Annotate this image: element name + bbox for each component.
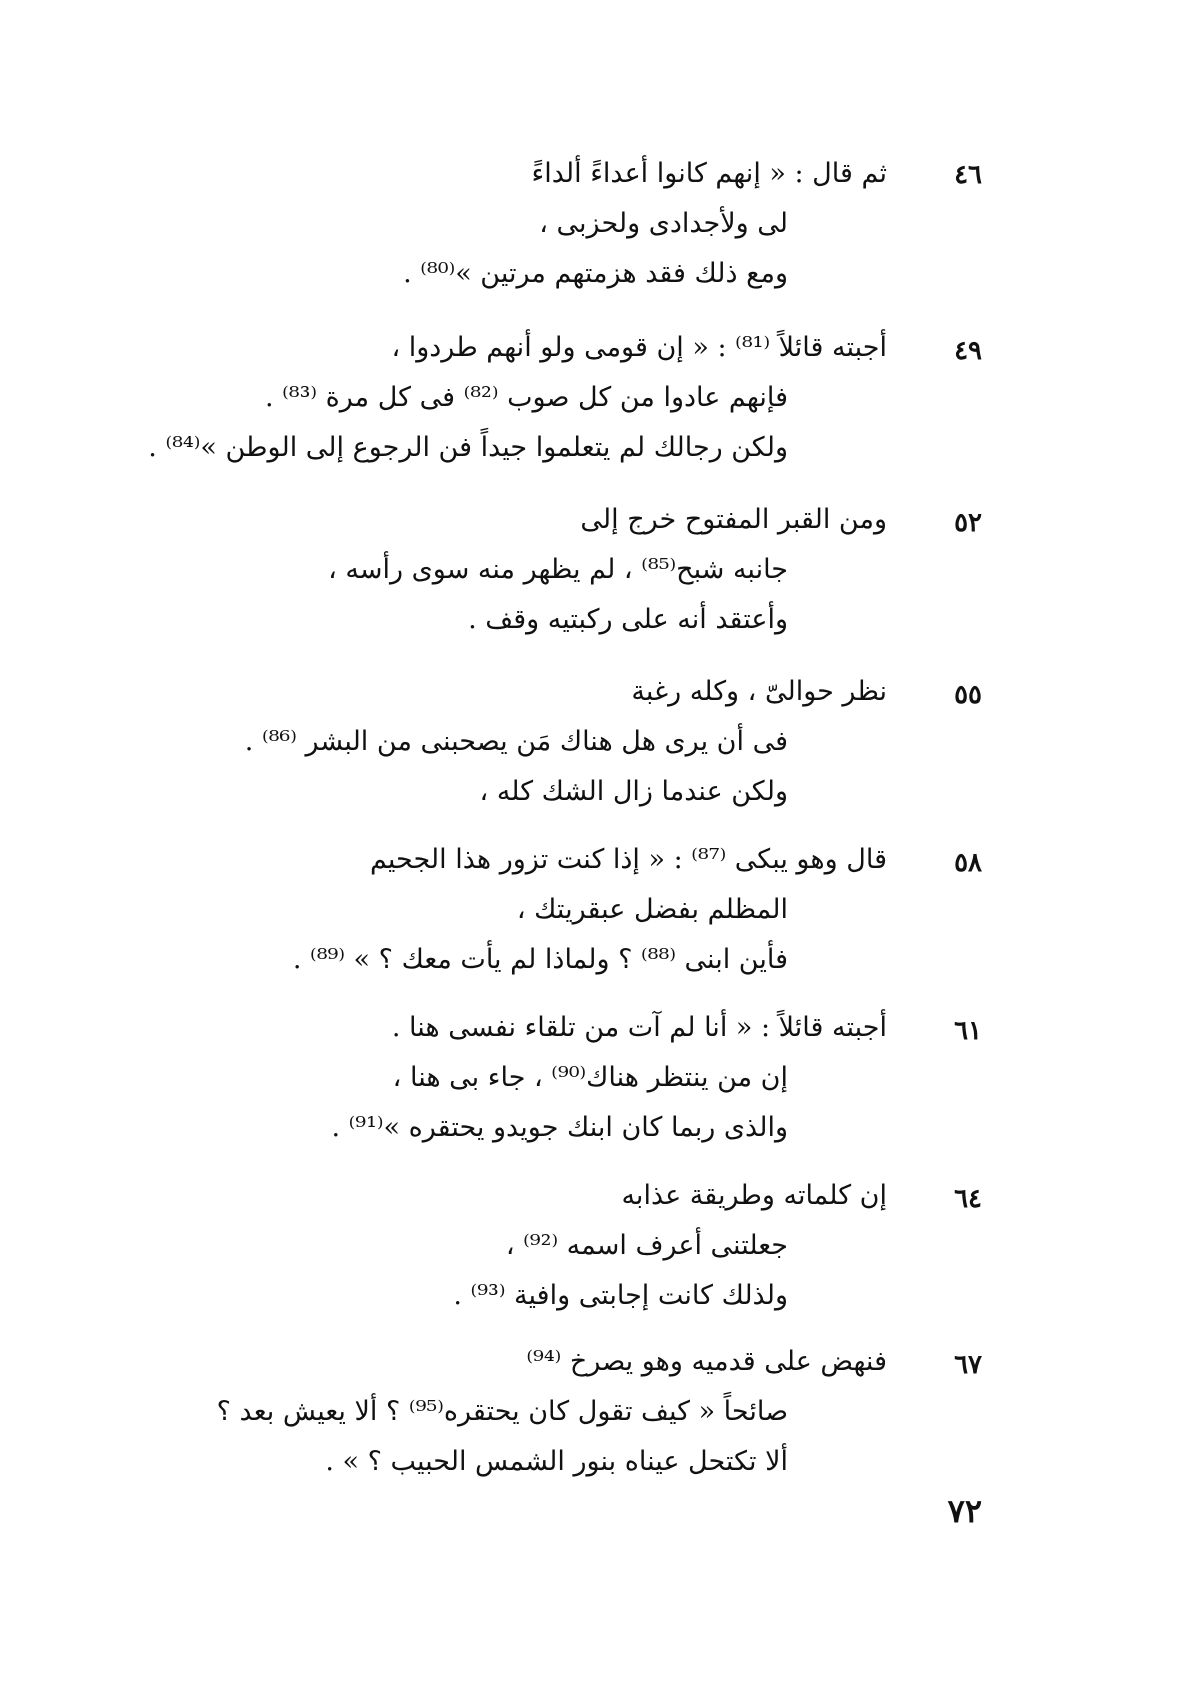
verse-line: إن من ينتظر هناك⁽⁹⁰⁾ ، جاء بى هنا ، [392, 1062, 788, 1093]
verse-line: ولكن عندما زال الشك كله ، [479, 776, 788, 807]
verse-number: ٦٤ [954, 1184, 982, 1214]
verse-line: ومع ذلك فقد هزمتهم مرتين »⁽⁸⁰⁾ . [403, 258, 788, 289]
verse-number: ٤٩ [954, 336, 982, 366]
verse-line: ثم قال : « إنهم كانوا أعداءً ألداءً [531, 158, 887, 189]
verse-line: جعلتنى أعرف اسمه ⁽⁹²⁾ ، [505, 1230, 788, 1261]
verse-line: صائحاً « كيف تقول كان يحتقره⁽⁹⁵⁾ ؟ ألا يعيش بعد ؟ [216, 1396, 788, 1427]
verse-line: فإنهم عادوا من كل صوب ⁽⁸²⁾ فى كل مرة ⁽⁸³⁾ . [264, 382, 788, 413]
verse-line: ولذلك كانت إجابتى وافية ⁽⁹³⁾ . [453, 1280, 788, 1311]
verse-line: والذى ربما كان ابنك جويدو يحتقره »⁽⁹¹⁾ . [331, 1112, 788, 1143]
verse-line: المظلم بفضل عبقريتك ، [516, 894, 788, 925]
verse-line: لى ولأجدادى ولحزبى ، [539, 208, 788, 239]
verse-line: أجبته قائلاً ⁽⁸¹⁾ : « إن قومى ولو أنهم طردوا ، [391, 332, 887, 363]
verse-line: ألا تكتحل عيناه بنور الشمس الحبيب ؟ » . [325, 1446, 788, 1477]
verse-number: ٦١ [954, 1016, 982, 1046]
verse-line: أجبته قائلاً : « أنا لم آت من تلقاء نفسى هنا . [391, 1012, 887, 1043]
verse-line: ومن القبر المفتوح خرج إلى [580, 504, 887, 535]
verse-line: نظر حوالىّ ، وكله رغبة [631, 676, 887, 707]
verse-number: ٥٢ [954, 508, 982, 538]
verse-number: ٦٧ [954, 1350, 982, 1380]
verse-line: وأعتقد أنه على ركبتيه وقف . [468, 604, 788, 635]
verse-line: فأين ابنى ⁽⁸⁸⁾ ؟ ولماذا لم يأت معك ؟ » ⁽⁸⁹⁾ . [292, 944, 788, 975]
verse-line: إن كلماته وطريقة عذابه [621, 1180, 887, 1211]
page-number: ٧٢ [947, 1492, 982, 1530]
verse-line: فنهض على قدميه وهو يصرخ ⁽⁹⁴⁾ [526, 1346, 887, 1377]
verse-line: جانبه شبح⁽⁸⁵⁾ ، لم يظهر منه سوى رأسه ، [328, 554, 788, 585]
verse-line: قال وهو يبكى ⁽⁸⁷⁾ : « إذا كنت تزور هذا الجحيم [369, 844, 887, 875]
verse-number: ٥٨ [954, 848, 982, 878]
verse-line: ولكن رجالك لم يتعلموا جيداً فن الرجوع إلى الوطن »⁽⁸⁴⁾ . [148, 432, 788, 463]
verse-number: ٥٥ [954, 680, 982, 710]
verse-number: ٤٦ [954, 160, 982, 190]
verse-line: فى أن يرى هل هناك مَن يصحبنى من البشر ⁽⁸⁶⁾ . [244, 726, 788, 757]
